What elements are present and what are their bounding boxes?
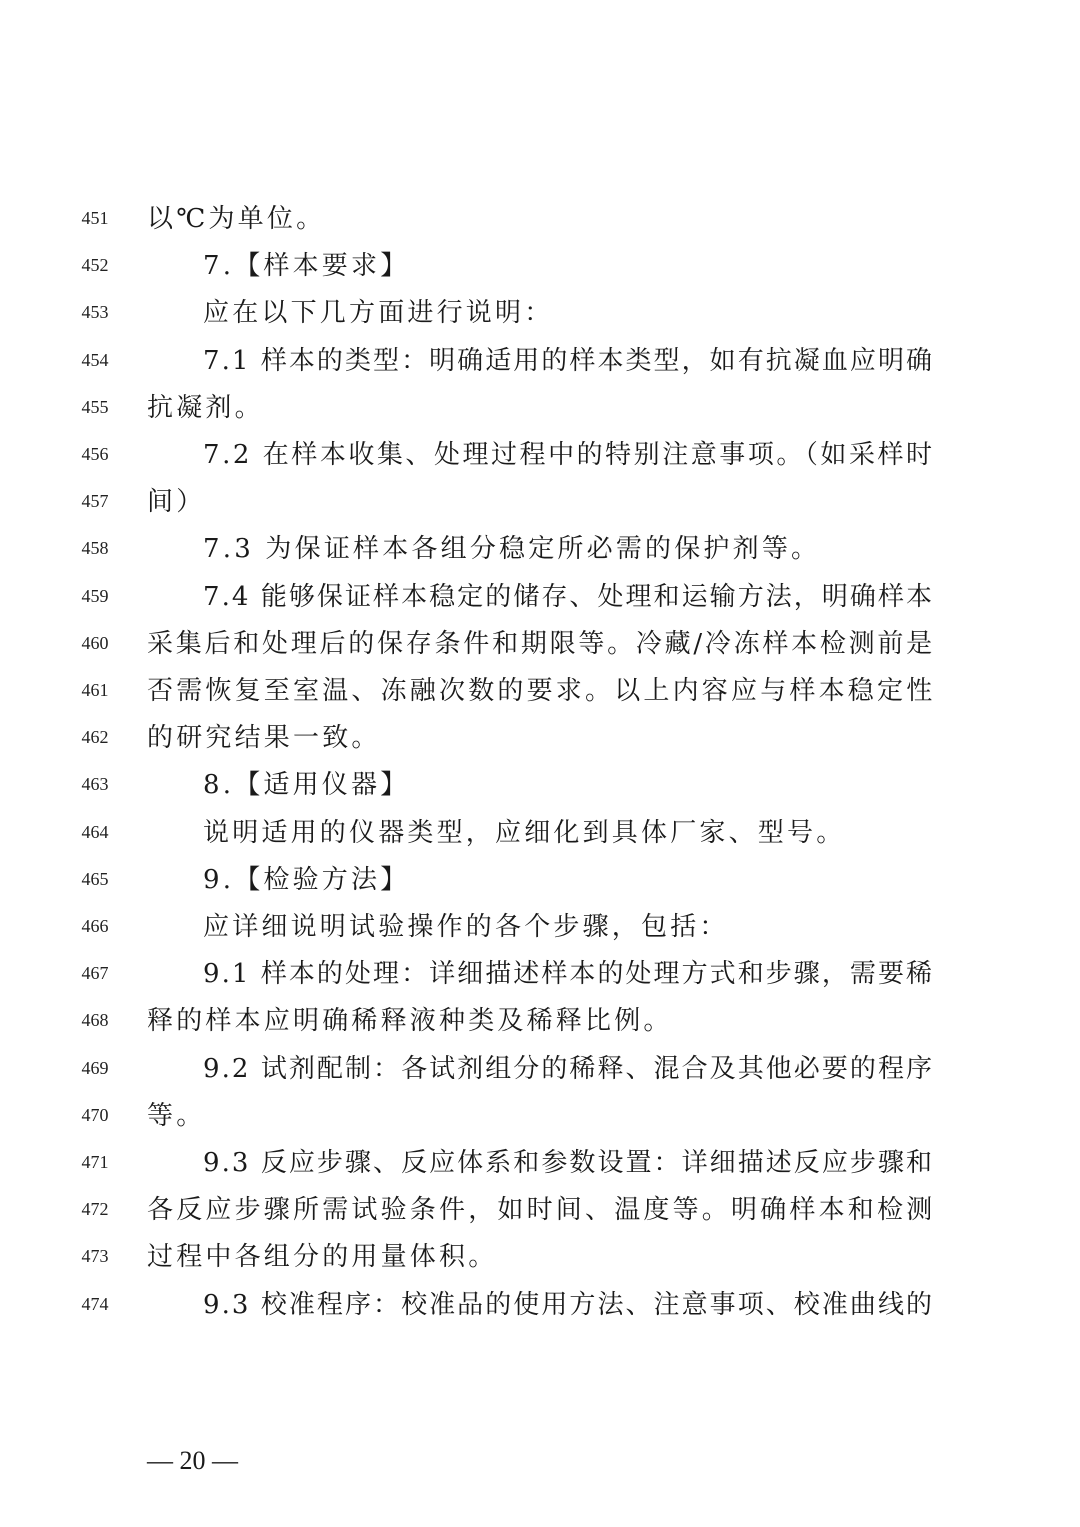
line-text: 否需恢复至室温、冻融次数的要求。以上内容应与样本稳定性 — [147, 676, 936, 706]
line-text: 释的样本应明确稀释液种类及稀释比例。 — [147, 1006, 673, 1037]
line-number: 458 — [81, 538, 109, 559]
line-text: 说明适用的仪器类型，应细化到具体厂家、型号。 — [203, 817, 846, 848]
line-number: 459 — [81, 585, 109, 606]
text-line — [0, 196, 1080, 243]
text-line — [0, 951, 1080, 998]
line-number: 466 — [81, 916, 109, 936]
text-line — [0, 762, 1080, 809]
line-number: 451 — [81, 208, 109, 228]
line-text: 以℃为单位。 — [147, 204, 326, 234]
text-line — [0, 526, 1080, 573]
text-line — [0, 810, 1080, 857]
line-text: 9.3 反应步骤、反应体系和参数设置：详细描述反应步骤和 — [203, 1148, 935, 1178]
line-text: 过程中各组分的用量体积。 — [147, 1242, 498, 1273]
line-text: 7.【样本要求】 — [203, 251, 410, 282]
text-line — [0, 1282, 1080, 1329]
text-line — [0, 904, 1080, 951]
line-number: 470 — [81, 1104, 109, 1125]
line-text: 7.1 样本的类型：明确适用的样本类型，如有抗凝血应明确 — [203, 345, 935, 376]
line-number: 467 — [81, 963, 109, 984]
line-text: 7.2 在样本收集、处理过程中的特别注意事项。（如采样时 — [203, 440, 935, 470]
line-number: 469 — [81, 1057, 109, 1078]
text-line — [0, 432, 1080, 479]
text-line — [0, 385, 1080, 432]
text-line — [0, 857, 1080, 904]
line-number: 453 — [81, 302, 109, 323]
line-number: 455 — [81, 396, 109, 417]
line-text: 的研究结果一致。 — [147, 723, 381, 754]
text-line — [0, 338, 1080, 385]
text-line — [0, 1234, 1080, 1281]
line-number: 460 — [81, 632, 109, 653]
text-line — [0, 574, 1080, 621]
line-number: 473 — [81, 1246, 109, 1267]
text-line — [0, 998, 1080, 1045]
line-text: 等。 — [147, 1100, 206, 1131]
line-text: 间） — [147, 487, 206, 518]
text-line — [0, 621, 1080, 668]
line-number: 462 — [81, 727, 109, 748]
line-number: 465 — [81, 868, 109, 889]
line-text: 7.3 为保证样本各组分稳定所必需的保护剂等。 — [203, 534, 821, 565]
text-line — [0, 1187, 1080, 1234]
text-line — [0, 1140, 1080, 1187]
text-line — [0, 479, 1080, 526]
text-line — [0, 1093, 1080, 1140]
line-number: 463 — [81, 774, 109, 795]
line-number: 474 — [81, 1293, 109, 1314]
text-line — [0, 715, 1080, 762]
line-text: 应在以下几方面进行说明： — [203, 298, 554, 329]
line-number: 456 — [81, 444, 109, 464]
line-number: 461 — [81, 680, 109, 700]
line-number: 454 — [81, 349, 109, 370]
page-number: — 20 — — [147, 1446, 238, 1475]
line-text: 9.3 校准程序：校准品的使用方法、注意事项、校准曲线的 — [203, 1289, 935, 1320]
line-text: 应详细说明试验操作的各个步骤，包括： — [203, 912, 729, 942]
line-number: 472 — [81, 1199, 109, 1220]
line-text: 9.2 试剂配制：各试剂组分的稀释、混合及其他必要的程序 — [203, 1053, 935, 1084]
line-number: 464 — [81, 821, 109, 842]
line-text: 各反应步骤所需试验条件，如时间、温度等。明确样本和检测 — [147, 1195, 936, 1226]
line-number: 471 — [81, 1152, 109, 1172]
line-text: 9.【检验方法】 — [203, 864, 410, 895]
line-number: 457 — [81, 491, 109, 512]
text-line — [0, 290, 1080, 337]
text-line — [0, 668, 1080, 715]
line-text: 7.4 能够保证样本稳定的储存、处理和运输方法，明确样本 — [203, 581, 935, 612]
line-text: 采集后和处理后的保存条件和期限等。冷藏/冷冻样本检测前是 — [147, 628, 935, 659]
line-text: 8.【适用仪器】 — [203, 770, 410, 801]
text-line — [0, 1046, 1080, 1093]
text-line — [0, 243, 1080, 290]
line-number: 452 — [81, 255, 109, 276]
line-number: 468 — [81, 1010, 109, 1031]
line-text: 抗凝剂。 — [147, 392, 264, 423]
line-text: 9.1 样本的处理：详细描述样本的处理方式和步骤，需要稀 — [203, 959, 935, 990]
